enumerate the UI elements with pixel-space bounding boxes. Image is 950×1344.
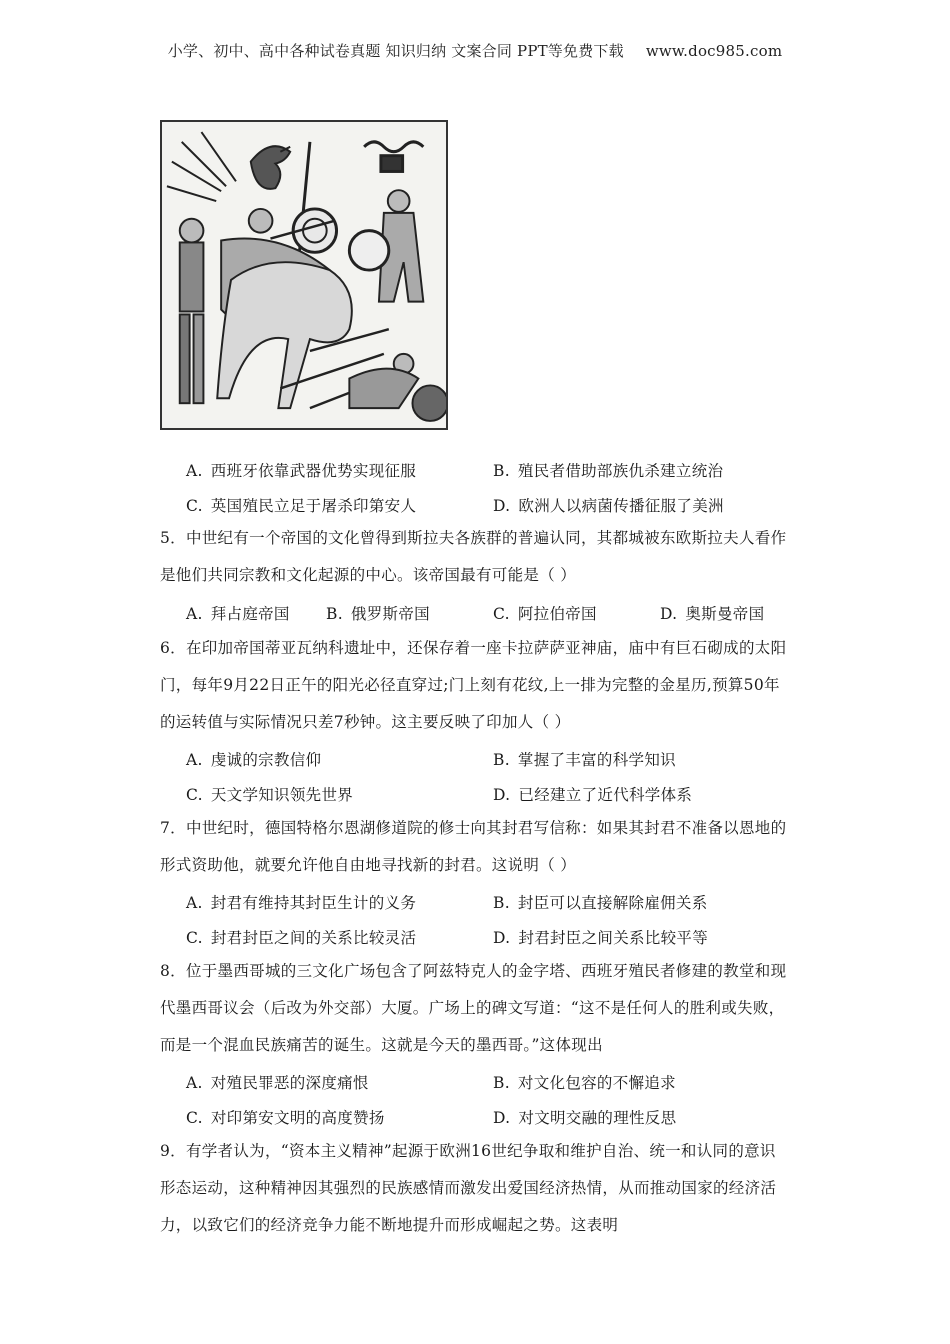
q4-option-a[interactable]: A. 西班牙依靠武器优势实现征服: [186, 462, 417, 480]
page-header: [0, 40, 950, 61]
q5-option-b[interactable]: B. 俄罗斯帝国: [326, 605, 430, 623]
header-site[interactable]: www.doc985.com: [645, 42, 783, 60]
q6-option-b[interactable]: B. 掌握了丰富的科学知识: [493, 751, 676, 769]
q5-option-d[interactable]: D. 奥斯曼帝国: [660, 605, 765, 623]
q4-option-c[interactable]: C. 英国殖民立足于屠杀印第安人: [186, 497, 417, 515]
q7-option-d[interactable]: D. 封君封臣之间关系比较平等: [493, 929, 709, 947]
q8-option-d[interactable]: D. 对文明交融的理性反思: [493, 1109, 677, 1127]
q7-option-b[interactable]: B. 封臣可以直接解除雇佣关系: [493, 894, 708, 912]
conquest-woodcut-illustration: [160, 120, 448, 430]
q7-option-c[interactable]: C. 封君封臣之间的关系比较灵活: [186, 929, 417, 947]
q8-option-c[interactable]: C. 对印第安文明的高度赞扬: [186, 1109, 385, 1127]
q4-option-b[interactable]: B. 殖民者借助部族仇杀建立统治: [493, 462, 724, 480]
q8-stem: 8．位于墨西哥城的三文化广场包含了阿兹特克人的金字塔、西班牙殖民者修建的教堂和现代墨西哥议会（后改为外交部）大厦。广场上的碑文写道：“这不是任何人的胜利或失败，而是一个混血民族痛苦的诞生。这就是今天的墨西哥。”这体现出: [160, 962, 787, 1054]
q8-option-b[interactable]: B. 对文化包容的不懈追求: [493, 1074, 676, 1092]
q6-option-c[interactable]: C. 天文学知识领先世界: [186, 786, 354, 804]
header-text: 小学、初中、高中各种试卷真题 知识归纳 文案合同 PPT等免费下载: [167, 42, 624, 60]
q6-option-d[interactable]: D. 已经建立了近代科学体系: [493, 786, 693, 804]
q5-option-c[interactable]: C. 阿拉伯帝国: [493, 605, 597, 623]
q7-option-a[interactable]: A. 封君有维持其封臣生计的义务: [186, 894, 417, 912]
woodcut-drawing: [162, 122, 446, 428]
q4-option-d[interactable]: D. 欧洲人以病菌传播征服了美洲: [493, 497, 724, 515]
q7-stem: 7．中世纪时，德国特格尔恩湖修道院的修士向其封君写信称：如果其封君不准备以恩地的形式资助他，就要允许他自由地寻找新的封君。这说明（ ）: [160, 819, 787, 874]
q9-stem: 9．有学者认为，“资本主义精神”起源于欧洲16世纪争取和维护自治、统一和认同的意识形态运动，这种精神因其强烈的民族感情而激发出爱国经济热情，从而推动国家的经济活力，以致它们的经济竞争力能不断地提升而形成崛起之势。这表明: [160, 1142, 777, 1234]
q6-stem: 6．在印加帝国蒂亚瓦纳科遗址中，还保存着一座卡拉萨萨亚神庙，庙中有巨石砌成的太阳门，每年9月22日正午的阳光必径直穿过;门上刻有花纹,上一排为完整的金星历,预算50年的运转值与实际情况只差7秒钟。这主要反映了印加人（ ）: [160, 639, 787, 731]
q5-option-a[interactable]: A. 拜占庭帝国: [186, 605, 290, 623]
q6-option-a[interactable]: A. 虔诚的宗教信仰: [186, 751, 322, 769]
q8-option-a[interactable]: A. 对殖民罪恶的深度痛恨: [186, 1074, 369, 1092]
q5-stem: 5．中世纪有一个帝国的文化曾得到斯拉夫各族群的普遍认同，其都城被东欧斯拉夫人看作是他们共同宗教和文化起源的中心。该帝国最有可能是（ ）: [160, 529, 787, 584]
